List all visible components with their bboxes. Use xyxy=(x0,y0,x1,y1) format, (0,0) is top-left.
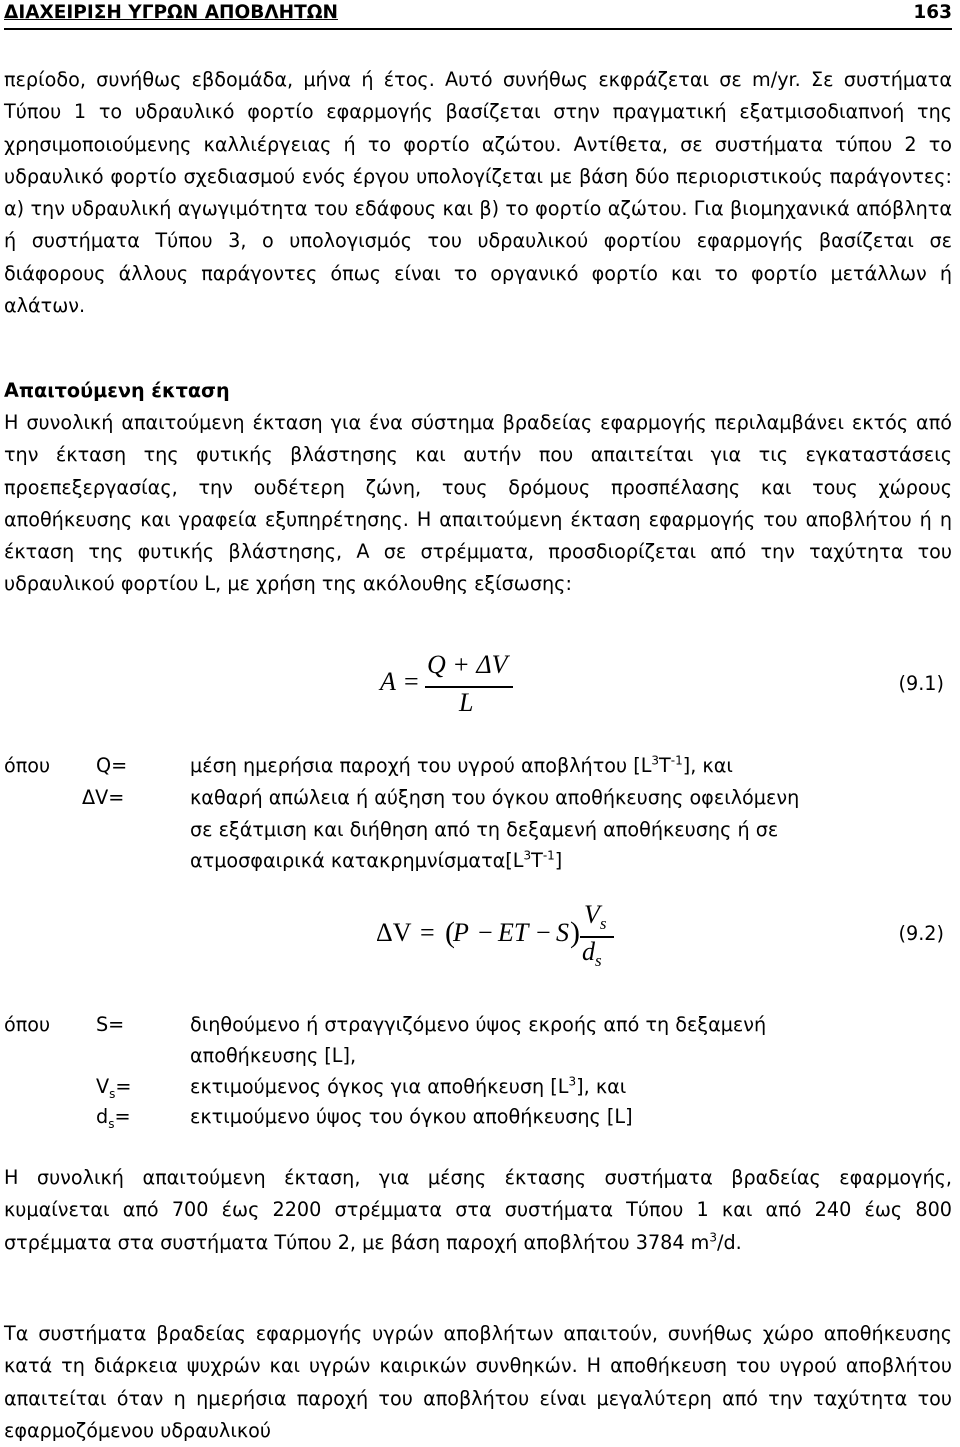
eq2-equals: = xyxy=(420,918,435,947)
eq1-number: (9.1) xyxy=(898,672,944,695)
paragraph-3: Η συνολική απαιτούμενη έκταση, για μέσης έκτασης συστήματα βραδείας εφαρμογής, κυμαίνεται από 700 έως 2200 στρέμματα στα συστήματα Τύπου 1 και από 240 έως 800 στρέμματα στα συστήματα Τύπου 2, με βάση παροχή αποβλήτου 3784 $m^3/d$. xyxy=(4,1166,952,1254)
eq2-s: S xyxy=(556,918,569,947)
eq2-lhs: ΔV xyxy=(376,918,412,947)
def-dv-description: καθαρή απώλεια ή αύξηση του όγκου αποθήκευσης οφειλόμενη xyxy=(190,786,800,809)
def-s-symbol: S= xyxy=(96,1013,125,1036)
def-dv-description-3: ατμοσφαιρικά $\kappa\alpha\tau\alpha\kappa\rho\eta\mu\nu ί\sigma\mu\alpha\tau\alpha[L^3T^{-1}]$ xyxy=(190,848,563,872)
eq2-denominator: $d_s$ xyxy=(582,937,602,971)
def-q-description: μέση ημερήσια παροχή του υγρού αποβλήτου $[L^3T^{-1}]$, και xyxy=(190,753,733,777)
paragraph-4: Τα συστήματα βραδείας εφαρμογής υγρών αποβλήτων απαιτούν, συνήθως χώρο αποθήκευσης κατά τη διάρκεια ψυχρών και υγρών καιρικών συνθηκών. Η αποθήκευση του υγρού αποβλήτου απαιτείται όταν η ημερήσια παροχή του αποβλήτου είναι μεγαλύτερη από την ταχύτητα του εφαρμοζόμενου υδραυλικού xyxy=(4,1322,952,1442)
defs2-opou: όπου xyxy=(4,1013,51,1036)
defs1-opou: όπου xyxy=(4,754,51,777)
eq2-paren-open: ( xyxy=(445,916,455,949)
chapter-title: ΔΙΑΧΕΙΡΙΣΗ ΥΓΡΩΝ ΑΠΟΒΛΗΤΩΝ xyxy=(4,2,338,23)
section-heading: Απαιτούμενη έκταση xyxy=(4,379,230,402)
def-vs-symbol: $V_s=$ xyxy=(96,1075,132,1101)
eq2-et: ET xyxy=(498,918,529,947)
eq2-number: (9.2) xyxy=(898,922,944,945)
eq2-numerator: $V_s$ xyxy=(584,900,607,934)
page-header xyxy=(4,0,952,30)
paragraph-2: Η συνολική απαιτούμενη έκταση για ένα σύστημα βραδείας εφαρμογής περιλαμβάνει εκτός από την έκταση της φυτικής βλάστησης και αυτήν που απαιτείται για τις εγκαταστάσεις προεπεξεργασίας, την ουδέτερη ζώνη, τους δρόμους προσπέλασης και τους χώρους αποθήκευσης και γραφεία εξυπηρέτησης. Η απαιτούμενη έκταση εφαρμογής του αποβλήτου ή η έκταση της φυτικής βλάστησης, Α σε στρέμματα, προσδιορίζεται από την ταχύτητα του υδραυλικού φορτίου L, με χρήση της ακόλουθης εξίσωσης: xyxy=(4,411,952,596)
page-number: 163 xyxy=(913,2,952,23)
def-dv-symbol: ΔV= xyxy=(82,786,125,809)
eq1-equals: = xyxy=(404,667,419,696)
eq2-paren-close: ) xyxy=(570,916,580,949)
def-dv-description-2: σε εξάτμιση και διήθηση από τη δεξαμενή αποθήκευσης ή σε xyxy=(190,818,779,841)
def-s-description-2: αποθήκευσης [L], xyxy=(190,1044,357,1067)
def-ds-symbol: $d_s=$ xyxy=(96,1105,131,1131)
eq2-minus-1: − xyxy=(478,918,493,947)
eq1-lhs: A xyxy=(380,667,396,696)
eq2-minus-2: − xyxy=(536,918,551,947)
def-vs-description: εκτιμούμενος όγκος για αποθήκευση $[L^3]$, και xyxy=(190,1074,627,1098)
paragraph-1: περίοδο, συνήθως εβδομάδα, μήνα ή έτος. Αυτό συνήθως εκφράζεται σε m/yr. Σε συστήματα Τύπου 1 το υδραυλικό φορτίο εφαρμογής βασίζεται στην πραγματική εξατμισοδιαπνοή της χρησιμοποιούμενης καλλιέργειας ή το φορτίο αζώτου. Αντίθετα, σε συστήματα τύπου 2 το υδραυλικό φορτίο σχεδιασμού ενός έργου υπολογίζεται με βάση δύο περιοριστικούς παράγοντες: α) την υδραυλική αγωγιμότητα του εδάφους και β) το φορτίο αζώτου. Για βιομηχανικά απόβλητα ή συστήματα Τύπου 3, ο υπολογισμός του υδραυλικού φορτίου εφαρμογής βασίζεται σε διάφορους άλλους παράγοντες όπως είναι το οργανικό φορτίο και το φορτίο μετάλλων ή αλάτων. xyxy=(4,68,952,318)
eq1-numerator: Q + ΔV xyxy=(427,650,508,679)
eq1-denominator: L xyxy=(459,688,474,717)
def-q-symbol: Q= xyxy=(96,754,128,777)
def-ds-description: εκτιμούμενο ύψος του όγκου αποθήκευσης [L] xyxy=(190,1105,633,1128)
eq2-p: P xyxy=(453,918,469,947)
def-s-description: διηθούμενο ή στραγγιζόμενο ύψος εκροής από τη δεξαμενή xyxy=(190,1013,767,1036)
